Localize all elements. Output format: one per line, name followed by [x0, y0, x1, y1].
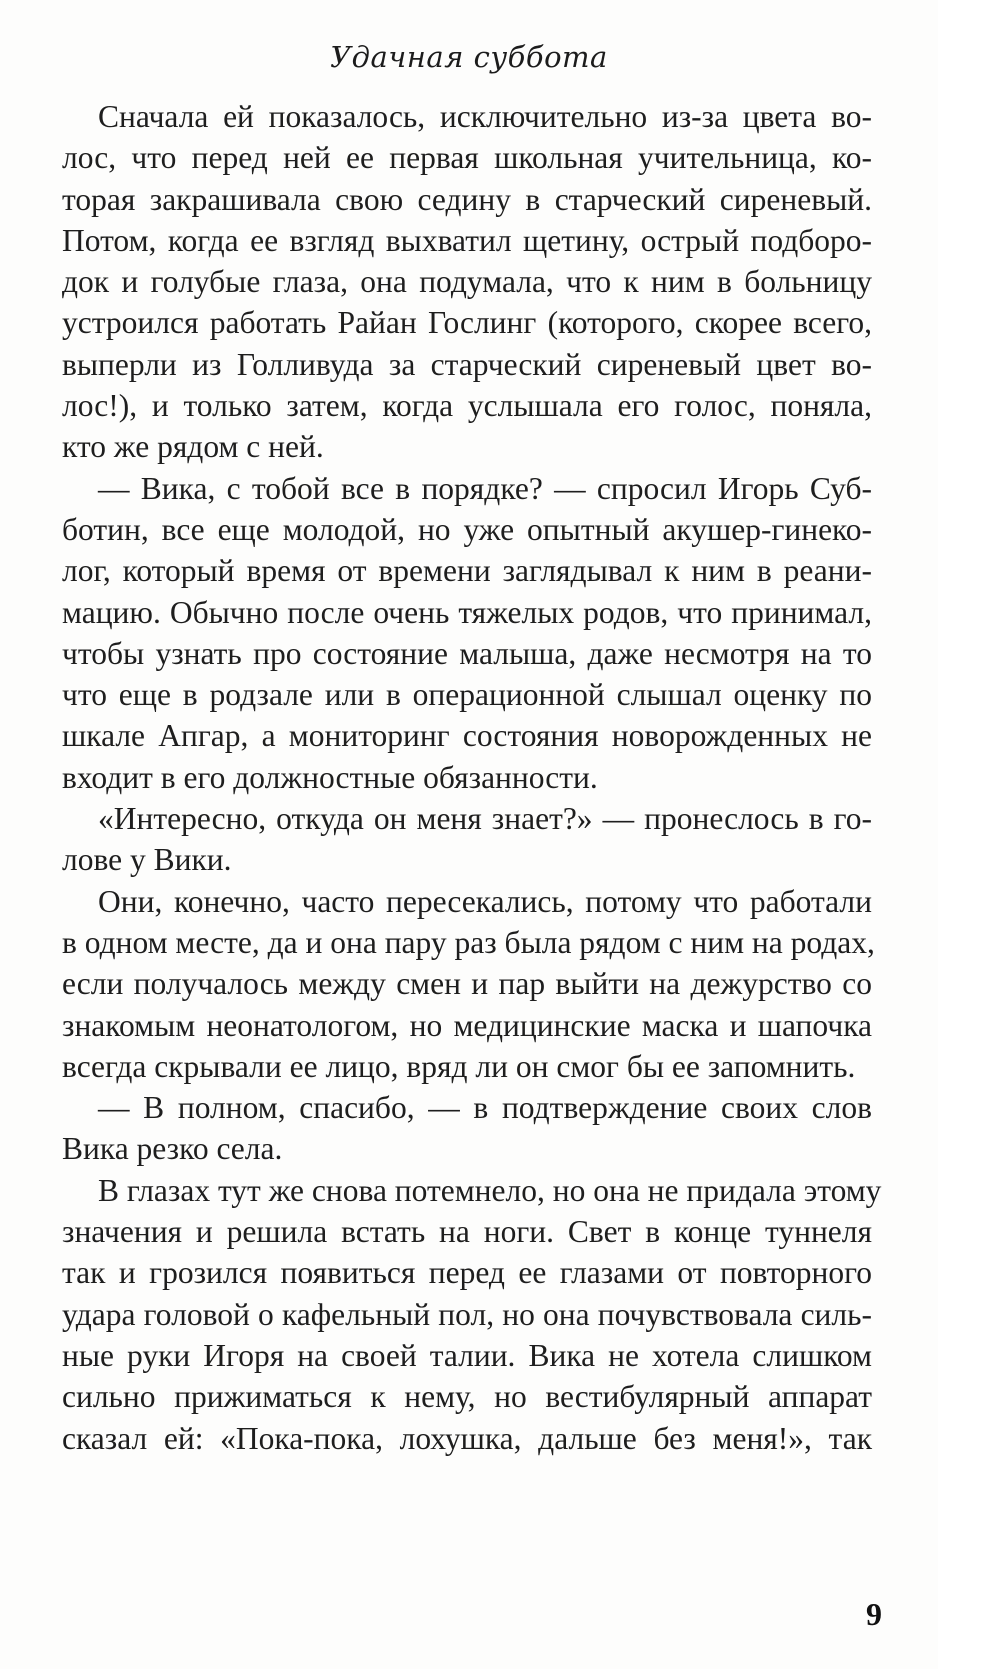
text-line: Они, конечно, часто пересекались, потому что работали — [98, 883, 872, 919]
text-line: лог, который время от времени заглядывал к ним в реани- — [62, 553, 872, 589]
text-line: что еще в родзале или в операционной слышал оценку по — [62, 677, 872, 713]
text-line: всегда скрывали ее лицо, вряд ли он смог бы ее запомнить. — [62, 1048, 856, 1084]
text-line: Сначала ей показалось, исключительно из-за цвета во- — [98, 99, 872, 134]
text-line: сильно прижиматься к нему, но вестибулярный аппарат — [62, 1379, 872, 1415]
text-line: устроился работать Райан Гослинг (которого, скорее всего, — [62, 305, 872, 341]
text-line: в одном месте, да и она пару раз была рядом с ним на родах, — [62, 924, 875, 960]
text-line: выперли из Голливуда за старческий сиреневый цвет во- — [62, 346, 872, 382]
text-line: ные руки Игоря на своей талии. Вика не хотела слишком — [62, 1337, 872, 1373]
text-line: — В полном, спасибо, — в подтверждение своих слов — [98, 1090, 872, 1126]
text-line: лос, что перед ней ее первая школьная учительница, ко- — [62, 140, 872, 176]
text-line: так и грозился появиться перед ее глазами от повторного — [62, 1255, 872, 1291]
text-line: удара головой о кафельный пол, но она почувствовала силь- — [62, 1296, 872, 1332]
text-line: если получалось между смен и пар выйти на дежурство со — [62, 966, 872, 1002]
text-line: Потом, когда ее взгляд выхватил щетину, острый подборо- — [62, 222, 872, 258]
running-head: Удачная суббота — [330, 40, 608, 74]
text-line: мацию. Обычно после очень тяжелых родов, что принимал, — [62, 594, 872, 630]
text-line: лове у Вики. — [62, 842, 232, 878]
text-line: знакомым неонатологом, но медицинские маска и шапочка — [62, 1007, 872, 1043]
text-line: сказал ей: «Пока-пока, лохушка, дальше без меня!», так — [62, 1420, 872, 1456]
text-line: чтобы узнать про состояние малыша, даже несмотря на то — [62, 635, 872, 671]
text-line: лос!), и только затем, когда услышала его голос, поняла, — [62, 388, 872, 424]
text-line: шкале Апгар, а мониторинг состояния новорожденных не — [62, 718, 872, 754]
text-line: В глазах тут же снова потемнело, но она не придала этому — [98, 1172, 882, 1208]
text-line: «Интересно, откуда он меня знает?» — пронеслось в го- — [98, 801, 872, 837]
text-line: док и голубые глаза, она подумала, что к ним в больницу — [62, 264, 872, 300]
text-line: значения и решила встать на ноги. Свет в конце туннеля — [62, 1214, 872, 1250]
page-number: 9 — [866, 1596, 882, 1632]
body-text — [62, 96, 882, 1459]
text-line: входит в его должностные обязанности. — [62, 759, 598, 795]
text-line: кто же рядом с ней. — [62, 429, 324, 465]
text-line: ботин, все еще молодой, но уже опытный акушер-гинеко- — [62, 511, 872, 547]
text-line: торая закрашивала свою седину в старческий сиреневый. — [62, 181, 872, 217]
text-line: Вика резко села. — [62, 1131, 283, 1167]
text-line: — Вика, с тобой все в порядке? — спросил Игорь Суб- — [98, 470, 872, 506]
